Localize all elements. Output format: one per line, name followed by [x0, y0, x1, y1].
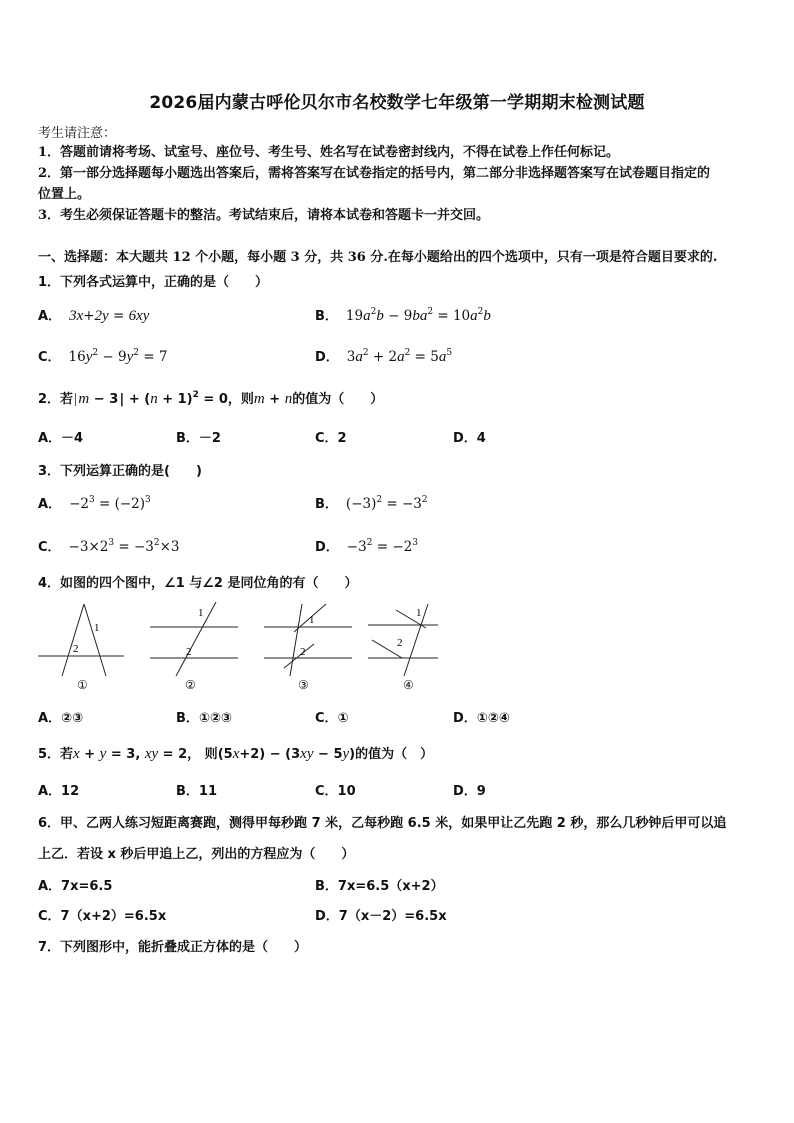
q3-option-a[interactable]: A． $-2^3 = (-2)^3$ [38, 495, 151, 512]
angle-label-1: 1 [309, 614, 315, 626]
q4-option-b[interactable]: B．①②③ [176, 711, 232, 726]
figure-label-1: ① [77, 678, 88, 692]
q2-option-a[interactable]: A．－4 [38, 431, 84, 446]
angle-label-2: 2 [300, 646, 306, 658]
angle-label-2: 2 [73, 643, 79, 655]
q3-option-d[interactable]: D． $-3^2 = -2^3$ [315, 538, 418, 555]
q1-option-d[interactable]: D． $3a^2 + 2a^2 = 5a^5$ [315, 348, 453, 365]
question-6-stem-line2: 上乙．若设 x 秒后甲追上乙，列出的方程应为（ ） [38, 847, 355, 862]
question-5-stem: 5．若x + y = 3, xy = 2， 则(5x+2) − (3xy − 5y)的值为（ ） [38, 746, 434, 762]
q5-option-c[interactable]: C．10 [315, 784, 356, 799]
question-2-stem: 2．若| m − 3 | + $(n + 1)^2 = 0$，则m + n的值为（ ） [38, 390, 384, 407]
q4-option-a[interactable]: A．②③ [38, 711, 84, 726]
angle-label-2: 2 [186, 646, 192, 658]
question-3-stem: 3．下列运算正确的是( ) [38, 464, 202, 479]
q6-option-d[interactable]: D．7（x－2）=6.5x [315, 909, 447, 924]
question-1-stem: 1．下列各式运算中，正确的是（ ） [38, 275, 269, 290]
question-6-stem-line1: 6．甲、乙两人练习短距离赛跑，测得甲每秒跑 7 米，乙每秒跑 6.5 米，如果甲让乙先跑 2 秒，那么几秒钟后甲可以追 [38, 816, 727, 831]
page-title: 2026届内蒙古呼伦贝尔市名校数学七年级第一学期期末检测试题 [149, 93, 645, 113]
angle-label-1: 1 [416, 607, 422, 619]
notice-item: 1．答题前请将考场、试室号、座位号、考生号、姓名写在试卷密封线内，不得在试卷上作任何标记。 [38, 145, 620, 160]
figure-label-4: ④ [403, 678, 414, 692]
angle-label-2: 2 [397, 637, 403, 649]
angle-label-1: 1 [94, 622, 100, 634]
q2-option-d[interactable]: D．4 [453, 431, 486, 446]
figure-3 [262, 600, 354, 678]
q6-option-c[interactable]: C．7（x+2）=6.5x [38, 909, 167, 924]
q5-option-a[interactable]: A．12 [38, 784, 80, 799]
question-4-stem: 4．如图的四个图中，∠1 与∠2 是同位角的有（ ） [38, 576, 358, 591]
notice-item: 2．第一部分选择题每小题选出答案后，需将答案写在试卷指定的括号内，第二部分非选择题答案写在试卷题目指定的 [38, 166, 711, 181]
question-7-stem: 7．下列图形中，能折叠成正方体的是（ ） [38, 940, 308, 955]
figure-4 [366, 600, 458, 678]
q6-option-a[interactable]: A．7x=6.5 [38, 879, 113, 894]
q4-option-c[interactable]: C．① [315, 711, 349, 726]
q1-option-c[interactable]: C． $16y^2 - 9y^2 = 7$ [38, 348, 168, 365]
notice-item: 3．考生必须保证答题卡的整洁。考试结束后，请将本试卷和答题卡一并交回。 [38, 208, 490, 223]
q6-option-b[interactable]: B．7x=6.5（x+2） [315, 879, 444, 894]
notice-item: 位置上。 [38, 187, 91, 202]
q2-option-c[interactable]: C．2 [315, 431, 347, 446]
angle-label-1: 1 [198, 607, 204, 619]
q3-option-c[interactable]: C． $-3\times 2^3 = -3^2\times 3$ [38, 538, 180, 555]
figure-label-3: ③ [298, 678, 309, 692]
notice-heading: 考生请注意： [38, 126, 117, 141]
figure-2 [148, 600, 240, 678]
q5-option-d[interactable]: D．9 [453, 784, 486, 799]
figure-1 [36, 600, 128, 678]
q2-option-b[interactable]: B．－2 [176, 431, 221, 446]
figure-label-2: ② [185, 678, 196, 692]
q1-option-a[interactable]: A． 3x+2y = 6xy [38, 308, 150, 324]
section-heading: 一、选择题：本大题共 12 个小题，每小题 3 分，共 36 分.在每小题给出的四个选项中，只有一项是符合题目要求的. [38, 250, 718, 265]
q5-option-b[interactable]: B．11 [176, 784, 217, 799]
q4-option-d[interactable]: D．①②④ [453, 711, 510, 726]
q3-option-b[interactable]: B． $(-3)^2 = -3^2$ [315, 495, 428, 512]
q1-option-b[interactable]: B． $19a^2b - 9ba^2 = 10a^2b$ [315, 307, 491, 324]
